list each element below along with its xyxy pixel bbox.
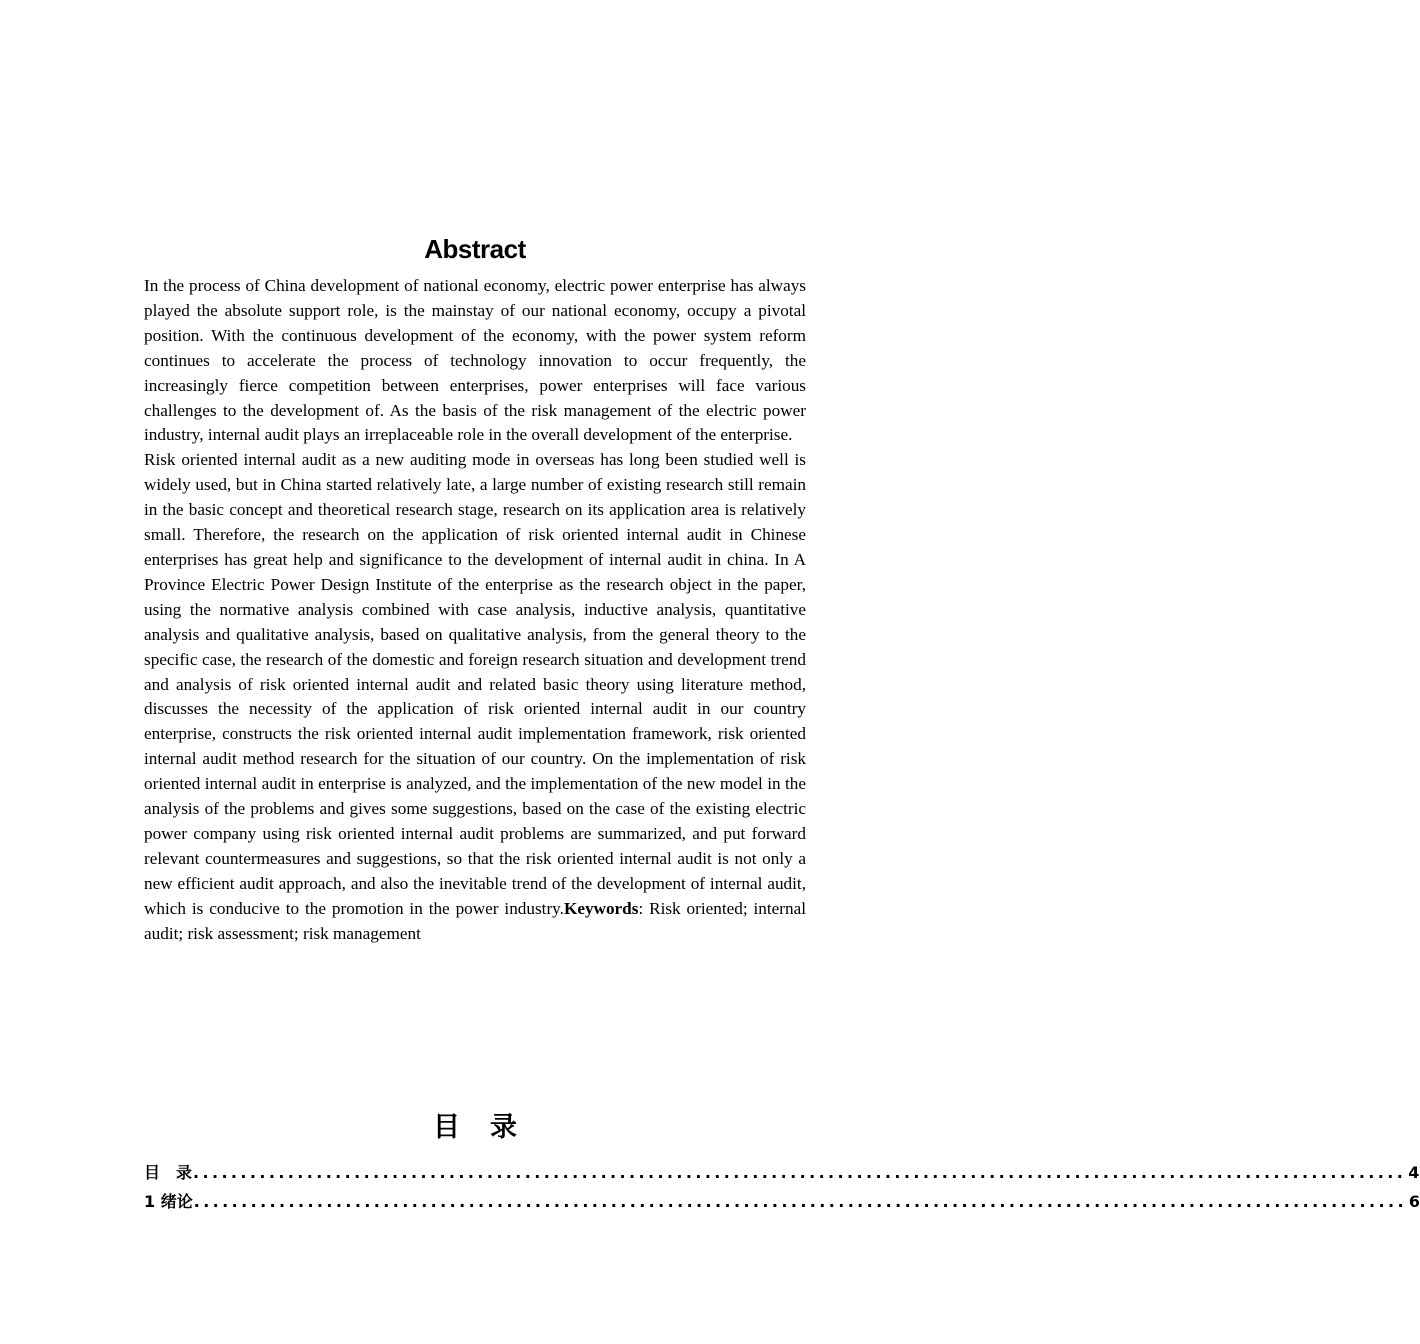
abstract-paragraph bbox=[144, 448, 806, 946]
toc-entry-label: 1 绪论 bbox=[144, 1192, 193, 1211]
toc-leader-dots: ................................................................................................................................ bbox=[193, 1192, 1407, 1211]
keywords-colon: : bbox=[638, 898, 644, 918]
toc-entry-page: 6 bbox=[1408, 1192, 1420, 1211]
keywords-list: Risk oriented; internal audit; risk assessment; risk management bbox=[144, 898, 807, 943]
toc-entry-page: 4 bbox=[1408, 1163, 1420, 1182]
abstract-paragraph: In the process of China development of national economy, electric power enterprise has always played the absolute support role, is the mainstay of our national economy, occupy a pivotal position. With the continuous development of the economy, with the power system reform continues to accelerate the process of technology innovation to occur frequently, the increasingly fierce competition between enterprises, power enterprises will face various challenges to the development of. As the basis of the risk management of the electric power industry, internal audit plays an irreplaceable role in the overall development of the enterprise. bbox=[144, 276, 806, 445]
toc-leader-dots: ................................................................................................................................ bbox=[193, 1163, 1407, 1182]
abstract-paragraph-text: Risk oriented internal audit as a new auditing mode in overseas has long been studied well is widely used, but in China started relatively late, a large number of existing research still remain in the basic concept and theoretical research stage, research on its application area is relatively small. Therefore, the research on the application of risk oriented internal audit in Chinese enterprises has great help and significance to the development of internal audit in china. In A Province Electric Power Design Institute of the enterprise as the research object in the paper, using the normative analysis combined with case analysis, inductive analysis, quantitative analysis and qualitative analysis, based on qualitative analysis, from the general theory to the specific case, the research of the domestic and foreign research situation and development trend and analysis of risk oriented internal audit and related basic theory using literature method, discusses the necessity of the application of risk oriented internal audit in our country enterprise, constructs the risk oriented internal audit implementation framework, risk oriented internal audit method research for the situation of our country. On the implementation of risk oriented internal audit in enterprise is analyzed, and the implementation of the new model in the analysis of the problems and gives some suggestions, based on the case of the existing electric power company using risk oriented internal audit problems are summarized, and put forward relevant countermeasures and suggestions, so that the risk oriented internal audit is not only a new efficient audit approach, and also the inevitable trend of the development of internal audit, which is conducive to the promotion in the power industry. bbox=[144, 450, 806, 918]
abstract-body bbox=[144, 274, 806, 946]
abstract-title: Abstract bbox=[424, 234, 526, 264]
toc-title: 目录 bbox=[433, 1112, 547, 1143]
keywords-label: Keywords bbox=[563, 898, 639, 918]
toc-entry[interactable] bbox=[144, 1160, 1420, 1184]
toc-entry[interactable] bbox=[144, 1189, 1420, 1213]
toc-entry-label: 目 录 bbox=[144, 1163, 193, 1182]
